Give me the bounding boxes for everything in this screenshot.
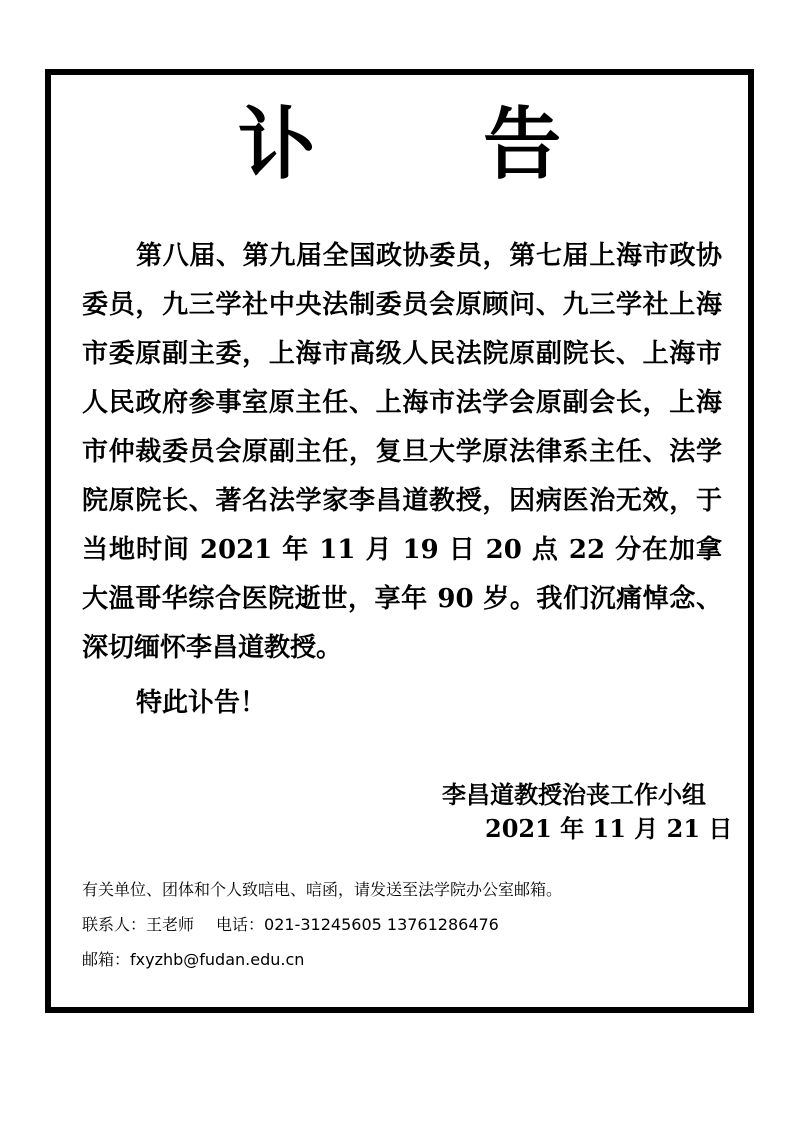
notice-title: 讣 告 (237, 100, 632, 190)
contact-email-line (82, 948, 304, 972)
contact-person-label: 联系人： (82, 915, 147, 934)
notice-signature: 李昌道教授治丧工作小组 (442, 780, 706, 809)
contact-email: fxyzhb@fudan.edu.cn (130, 950, 305, 969)
contact-instruction: 有关单位、团体和个人致唁电、唁函，请发送至法学院办公室邮箱。 (82, 880, 563, 899)
contact-phone-numbers: 021-31245605 13761286476 (264, 915, 499, 934)
contact-phone-label: 电话： (216, 915, 265, 934)
notice-body: 第八届、第九届全国政协委员，第七届上海市政协委员，九三学社中央法制委员会原顾问、九三学社上海市委原副主委，上海市高级人民法院原副院长、上海市人民政府参事室原主任、上海市法学会原副会长，上海市仲裁委员会原副主任，复旦大学原法律系主任、法学院原院长、著名法学家李昌道教授，因病医治无效，于当地时间 2021 年 11 月 19 日 20 点 22 分在加拿大温哥华综合医院逝世，享年 90 岁。我们沉痛悼念、深切缅怀李昌道教授。 (82, 241, 722, 663)
contact-email-label: 邮箱： (82, 950, 131, 969)
notice-closing: 特此讣告！ (136, 688, 267, 718)
contact-person-name: 王老师 (146, 915, 195, 934)
contact-person-line (82, 913, 499, 937)
notice-date: 2021 年 11 月 21 日 (485, 814, 733, 843)
